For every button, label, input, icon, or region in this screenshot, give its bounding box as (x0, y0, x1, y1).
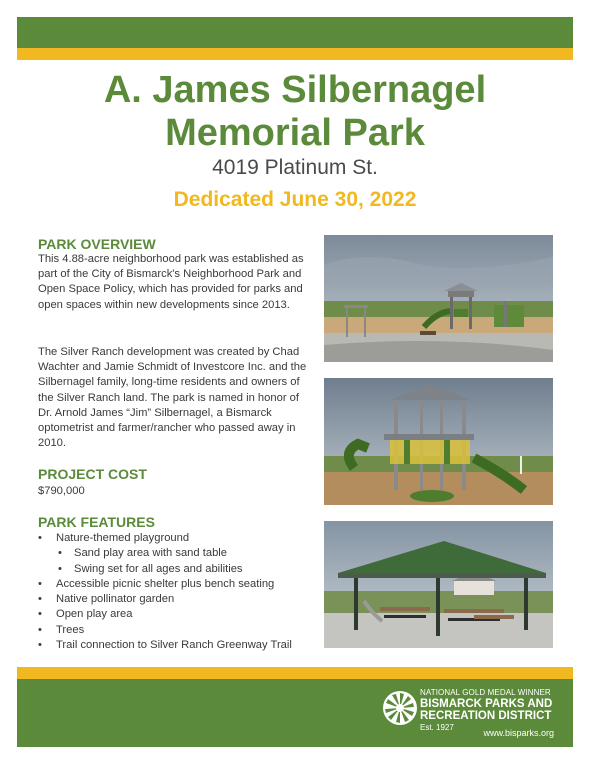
features-heading: PARK FEATURES (38, 514, 155, 530)
overview-heading: PARK OVERVIEW (38, 236, 156, 252)
list-item: • Trail connection to Silver Ranch Greenway Trail (38, 638, 328, 653)
website-link[interactable]: www.bisparks.org (483, 728, 554, 738)
bullet-icon: • (58, 547, 62, 560)
playground-photo-wide (324, 235, 553, 362)
list-item: • Sand play area with sand table (38, 546, 328, 561)
overview-paragraph-1: This 4.88-acre neighborhood park was established as part of the City of Bismarck's Neighborhood Park and Open Space Policy, which has provided for parks and open spaces within new developments since 2013. (38, 253, 304, 311)
picnic-shelter-photo (324, 521, 553, 648)
play-structure-photo (324, 378, 553, 505)
cost-heading: PROJECT COST (38, 466, 147, 482)
bismarck-parks-logo-icon (382, 690, 418, 726)
established-label: Est. 1927 (420, 723, 454, 732)
list-item: • Open play area (38, 607, 328, 622)
list-item: • Nature-themed playground (38, 531, 328, 546)
bullet-icon: • (38, 608, 42, 621)
bullet-icon: • (38, 532, 42, 544)
award-label: NATIONAL GOLD MEDAL WINNER (420, 688, 551, 697)
list-item: • Swing set for all ages and abilities (38, 562, 328, 577)
bullet-icon: • (58, 562, 62, 575)
features-list (38, 531, 328, 653)
list-item: • Trees (38, 623, 328, 638)
dedication-date: Dedicated June 30, 2022 (173, 188, 417, 211)
park-address: 4019 Platinum St. (212, 156, 378, 179)
bullet-icon: • (38, 577, 42, 590)
park-title-line2: Memorial Park (165, 112, 425, 154)
bullet-icon: • (38, 639, 42, 652)
park-title-line1: A. James Silbernagel (103, 69, 487, 111)
overview-paragraph-2: The Silver Ranch development was created by Chad Wachter and Jamie Schmidt of Investcore Inc. and the Silbernagel family, long-time residents and owners of the Silver Ranch land. The park is named in honor of Dr. Arnold James “Jim” Silbernagel, a Bismarck optometrist and farmer/rancher who passed away in 2010. (38, 346, 307, 450)
cost-value: $790,000 (38, 485, 85, 497)
list-item: • Accessible picnic shelter plus bench seating (38, 577, 328, 592)
bullet-icon: • (38, 593, 42, 606)
org-name-line2: RECREATION DISTRICT (420, 710, 552, 722)
bottom-yellow-band (17, 667, 573, 679)
bullet-icon: • (38, 623, 42, 636)
list-item: • Native pollinator garden (38, 592, 328, 607)
top-green-band (17, 17, 573, 48)
org-name-line1: BISMARCK PARKS AND (420, 698, 553, 710)
top-yellow-band (17, 48, 573, 60)
